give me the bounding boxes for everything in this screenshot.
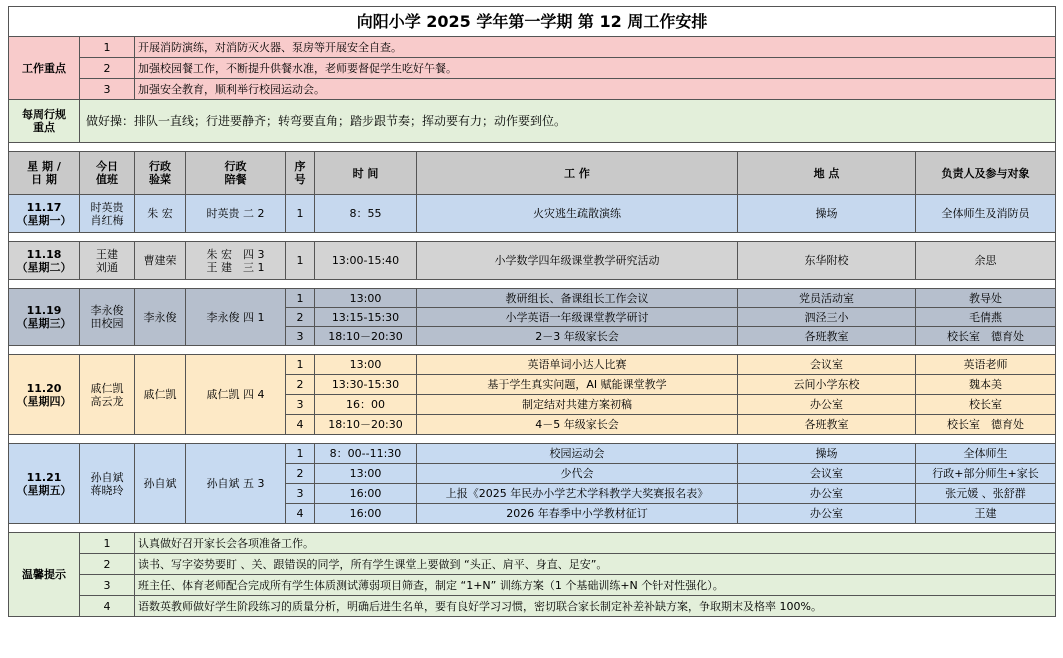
day-escort: 朱 宏 四 3 王 建 三 1 bbox=[186, 242, 286, 280]
tips-label: 温馨提示 bbox=[9, 533, 80, 617]
day-escort: 时英贵 二 2 bbox=[186, 195, 286, 233]
row-no: 1 bbox=[286, 289, 315, 308]
gap bbox=[9, 280, 1056, 289]
row-no: 1 bbox=[286, 195, 315, 233]
row-place: 办公室 bbox=[738, 484, 916, 504]
table-row bbox=[9, 289, 1056, 308]
gap bbox=[9, 435, 1056, 444]
focus-text: 加强校园餐工作，不断提升供餐水准，老师要督促学生吃好午餐。 bbox=[135, 58, 1056, 79]
day-inspect: 孙自斌 bbox=[135, 444, 186, 524]
table-row bbox=[9, 195, 1056, 233]
day-date: 11.17 （星期一） bbox=[9, 195, 80, 233]
header-time: 时 间 bbox=[315, 152, 417, 195]
row-no: 1 bbox=[286, 355, 315, 375]
row-no: 2 bbox=[286, 464, 315, 484]
row-work: 校园运动会 bbox=[417, 444, 738, 464]
day-inspect: 李永俊 bbox=[135, 289, 186, 346]
row-work: 2－3 年级家长会 bbox=[417, 327, 738, 346]
tips-no: 3 bbox=[80, 575, 135, 596]
header-duty: 今日 值班 bbox=[80, 152, 135, 195]
row-time: 18:10－20:30 bbox=[315, 415, 417, 435]
row-no: 2 bbox=[286, 375, 315, 395]
row-owner: 毛倩燕 bbox=[916, 308, 1056, 327]
tips-no: 1 bbox=[80, 533, 135, 554]
table-row bbox=[9, 355, 1056, 375]
row-place: 会议室 bbox=[738, 464, 916, 484]
row-owner: 张元媛 、张舒群 bbox=[916, 484, 1056, 504]
focus-label: 工作重点 bbox=[9, 37, 80, 100]
tips-text: 认真做好召开家长会各项准备工作。 bbox=[135, 533, 1056, 554]
table-row bbox=[9, 596, 1056, 617]
day-duty: 时英贵 肖红梅 bbox=[80, 195, 135, 233]
row-place: 云间小学东校 bbox=[738, 375, 916, 395]
day-inspect: 曹建荣 bbox=[135, 242, 186, 280]
gap bbox=[9, 346, 1056, 355]
row-owner: 全体师生 bbox=[916, 444, 1056, 464]
row-no: 1 bbox=[286, 444, 315, 464]
tips-no: 2 bbox=[80, 554, 135, 575]
row-owner: 教导处 bbox=[916, 289, 1056, 308]
row-owner: 英语老师 bbox=[916, 355, 1056, 375]
row-work: 教研组长、备课组长工作会议 bbox=[417, 289, 738, 308]
row-owner: 校长室 德育处 bbox=[916, 415, 1056, 435]
gap bbox=[9, 233, 1056, 242]
row-place: 操场 bbox=[738, 195, 916, 233]
header-owner: 负责人及参与对象 bbox=[916, 152, 1056, 195]
tips-no: 4 bbox=[80, 596, 135, 617]
day-inspect: 戚仁凯 bbox=[135, 355, 186, 435]
row-place: 东华附校 bbox=[738, 242, 916, 280]
day-escort: 孙自斌 五 3 bbox=[186, 444, 286, 524]
schedule-sheet bbox=[8, 6, 1055, 617]
row-time: 13:00 bbox=[315, 464, 417, 484]
tips-text: 读书、写字姿势要盯 、关、跟错误的同学，所有学生课堂上要做到 “头正、肩平、身直、足安”。 bbox=[135, 554, 1056, 575]
row-time: 13:00-15:40 bbox=[315, 242, 417, 280]
gap bbox=[9, 143, 1056, 152]
row-time: 8：55 bbox=[315, 195, 417, 233]
weekly-text: 做好操：排队一直线；行进要静齐；转弯要直角；踏步跟节奏；挥动要有力；动作要到位。 bbox=[80, 100, 1056, 143]
focus-no: 2 bbox=[80, 58, 135, 79]
row-work: 上报《2025 年民办小学艺术学科教学大奖赛报名表》 bbox=[417, 484, 738, 504]
header-inspect: 行政 验菜 bbox=[135, 152, 186, 195]
row-work: 制定结对共建方案初稿 bbox=[417, 395, 738, 415]
row-place: 会议室 bbox=[738, 355, 916, 375]
row-work: 4－5 年级家长会 bbox=[417, 415, 738, 435]
row-no: 3 bbox=[286, 395, 315, 415]
header-place: 地 点 bbox=[738, 152, 916, 195]
row-owner: 校长室 德育处 bbox=[916, 327, 1056, 346]
table-header bbox=[9, 152, 1056, 195]
row-place: 党员活动室 bbox=[738, 289, 916, 308]
row-place: 操场 bbox=[738, 444, 916, 464]
row-time: 16：00 bbox=[315, 395, 417, 415]
header-seq: 序 号 bbox=[286, 152, 315, 195]
table-row bbox=[9, 575, 1056, 596]
row-place: 办公室 bbox=[738, 504, 916, 524]
row-no: 1 bbox=[286, 242, 315, 280]
day-duty: 李永俊 田校园 bbox=[80, 289, 135, 346]
focus-text: 开展消防演练，对消防灭火器、泵房等开展安全自查。 bbox=[135, 37, 1056, 58]
day-date: 11.21 （星期五） bbox=[9, 444, 80, 524]
row-work: 2026 年春季中小学教材征订 bbox=[417, 504, 738, 524]
row-owner: 行政+部分师生+家长 bbox=[916, 464, 1056, 484]
row-owner: 校长室 bbox=[916, 395, 1056, 415]
row-no: 4 bbox=[286, 504, 315, 524]
focus-no: 1 bbox=[80, 37, 135, 58]
row-work: 火灾逃生疏散演练 bbox=[417, 195, 738, 233]
day-date: 11.20 （星期四） bbox=[9, 355, 80, 435]
focus-no: 3 bbox=[80, 79, 135, 100]
row-no: 3 bbox=[286, 327, 315, 346]
schedule-table bbox=[8, 6, 1056, 617]
table-row bbox=[9, 242, 1056, 280]
row-time: 8：00--11:30 bbox=[315, 444, 417, 464]
day-escort: 戚仁凯 四 4 bbox=[186, 355, 286, 435]
day-date: 11.19 （星期三） bbox=[9, 289, 80, 346]
row-no: 3 bbox=[286, 484, 315, 504]
weekly-label: 每周行规 重点 bbox=[9, 100, 80, 143]
row-time: 13:15-15:30 bbox=[315, 308, 417, 327]
header-escort: 行政 陪餐 bbox=[186, 152, 286, 195]
day-duty: 戚仁凯 高云龙 bbox=[80, 355, 135, 435]
row-time: 16:00 bbox=[315, 484, 417, 504]
row-owner: 余思 bbox=[916, 242, 1056, 280]
row-time: 13:00 bbox=[315, 289, 417, 308]
table-row bbox=[9, 554, 1056, 575]
row-time: 16:00 bbox=[315, 504, 417, 524]
day-duty: 王建 刘通 bbox=[80, 242, 135, 280]
row-work: 小学数学四年级课堂教学研究活动 bbox=[417, 242, 738, 280]
tips-text: 语数英教师做好学生阶段练习的质量分析，明确后进生名单，要有良好学习习惯，密切联合家长制定补差补缺方案，争取期末及格率 100%。 bbox=[135, 596, 1056, 617]
day-escort: 李永俊 四 1 bbox=[186, 289, 286, 346]
page-title: 向阳小学 2025 学年第一学期 第 12 周工作安排 bbox=[9, 7, 1056, 37]
table-row bbox=[9, 533, 1056, 554]
row-place: 各班教室 bbox=[738, 327, 916, 346]
header-date: 星 期 / 日 期 bbox=[9, 152, 80, 195]
row-owner: 王建 bbox=[916, 504, 1056, 524]
day-date: 11.18 （星期二） bbox=[9, 242, 80, 280]
table-row bbox=[9, 444, 1056, 464]
row-work: 小学英语一年级课堂教学研讨 bbox=[417, 308, 738, 327]
row-no: 2 bbox=[286, 308, 315, 327]
gap bbox=[9, 524, 1056, 533]
header-work: 工 作 bbox=[417, 152, 738, 195]
row-work: 英语单词小达人比赛 bbox=[417, 355, 738, 375]
focus-text: 加强安全教育，顺利举行校园运动会。 bbox=[135, 79, 1056, 100]
row-no: 4 bbox=[286, 415, 315, 435]
row-place: 泗泾三小 bbox=[738, 308, 916, 327]
row-owner: 魏本美 bbox=[916, 375, 1056, 395]
row-work: 基于学生真实问题，AI 赋能课堂教学 bbox=[417, 375, 738, 395]
row-work: 少代会 bbox=[417, 464, 738, 484]
row-time: 13:30-15:30 bbox=[315, 375, 417, 395]
day-duty: 孙自斌 蒋晓玲 bbox=[80, 444, 135, 524]
tips-text: 班主任、体育老师配合完成所有学生体质测试薄弱项目筛查，制定 “1+N” 训练方案（1 个基础训练+N 个针对性强化）。 bbox=[135, 575, 1056, 596]
row-time: 18:10－20:30 bbox=[315, 327, 417, 346]
row-time: 13:00 bbox=[315, 355, 417, 375]
row-owner: 全体师生及消防员 bbox=[916, 195, 1056, 233]
day-inspect: 朱 宏 bbox=[135, 195, 186, 233]
row-place: 办公室 bbox=[738, 395, 916, 415]
row-place: 各班教室 bbox=[738, 415, 916, 435]
